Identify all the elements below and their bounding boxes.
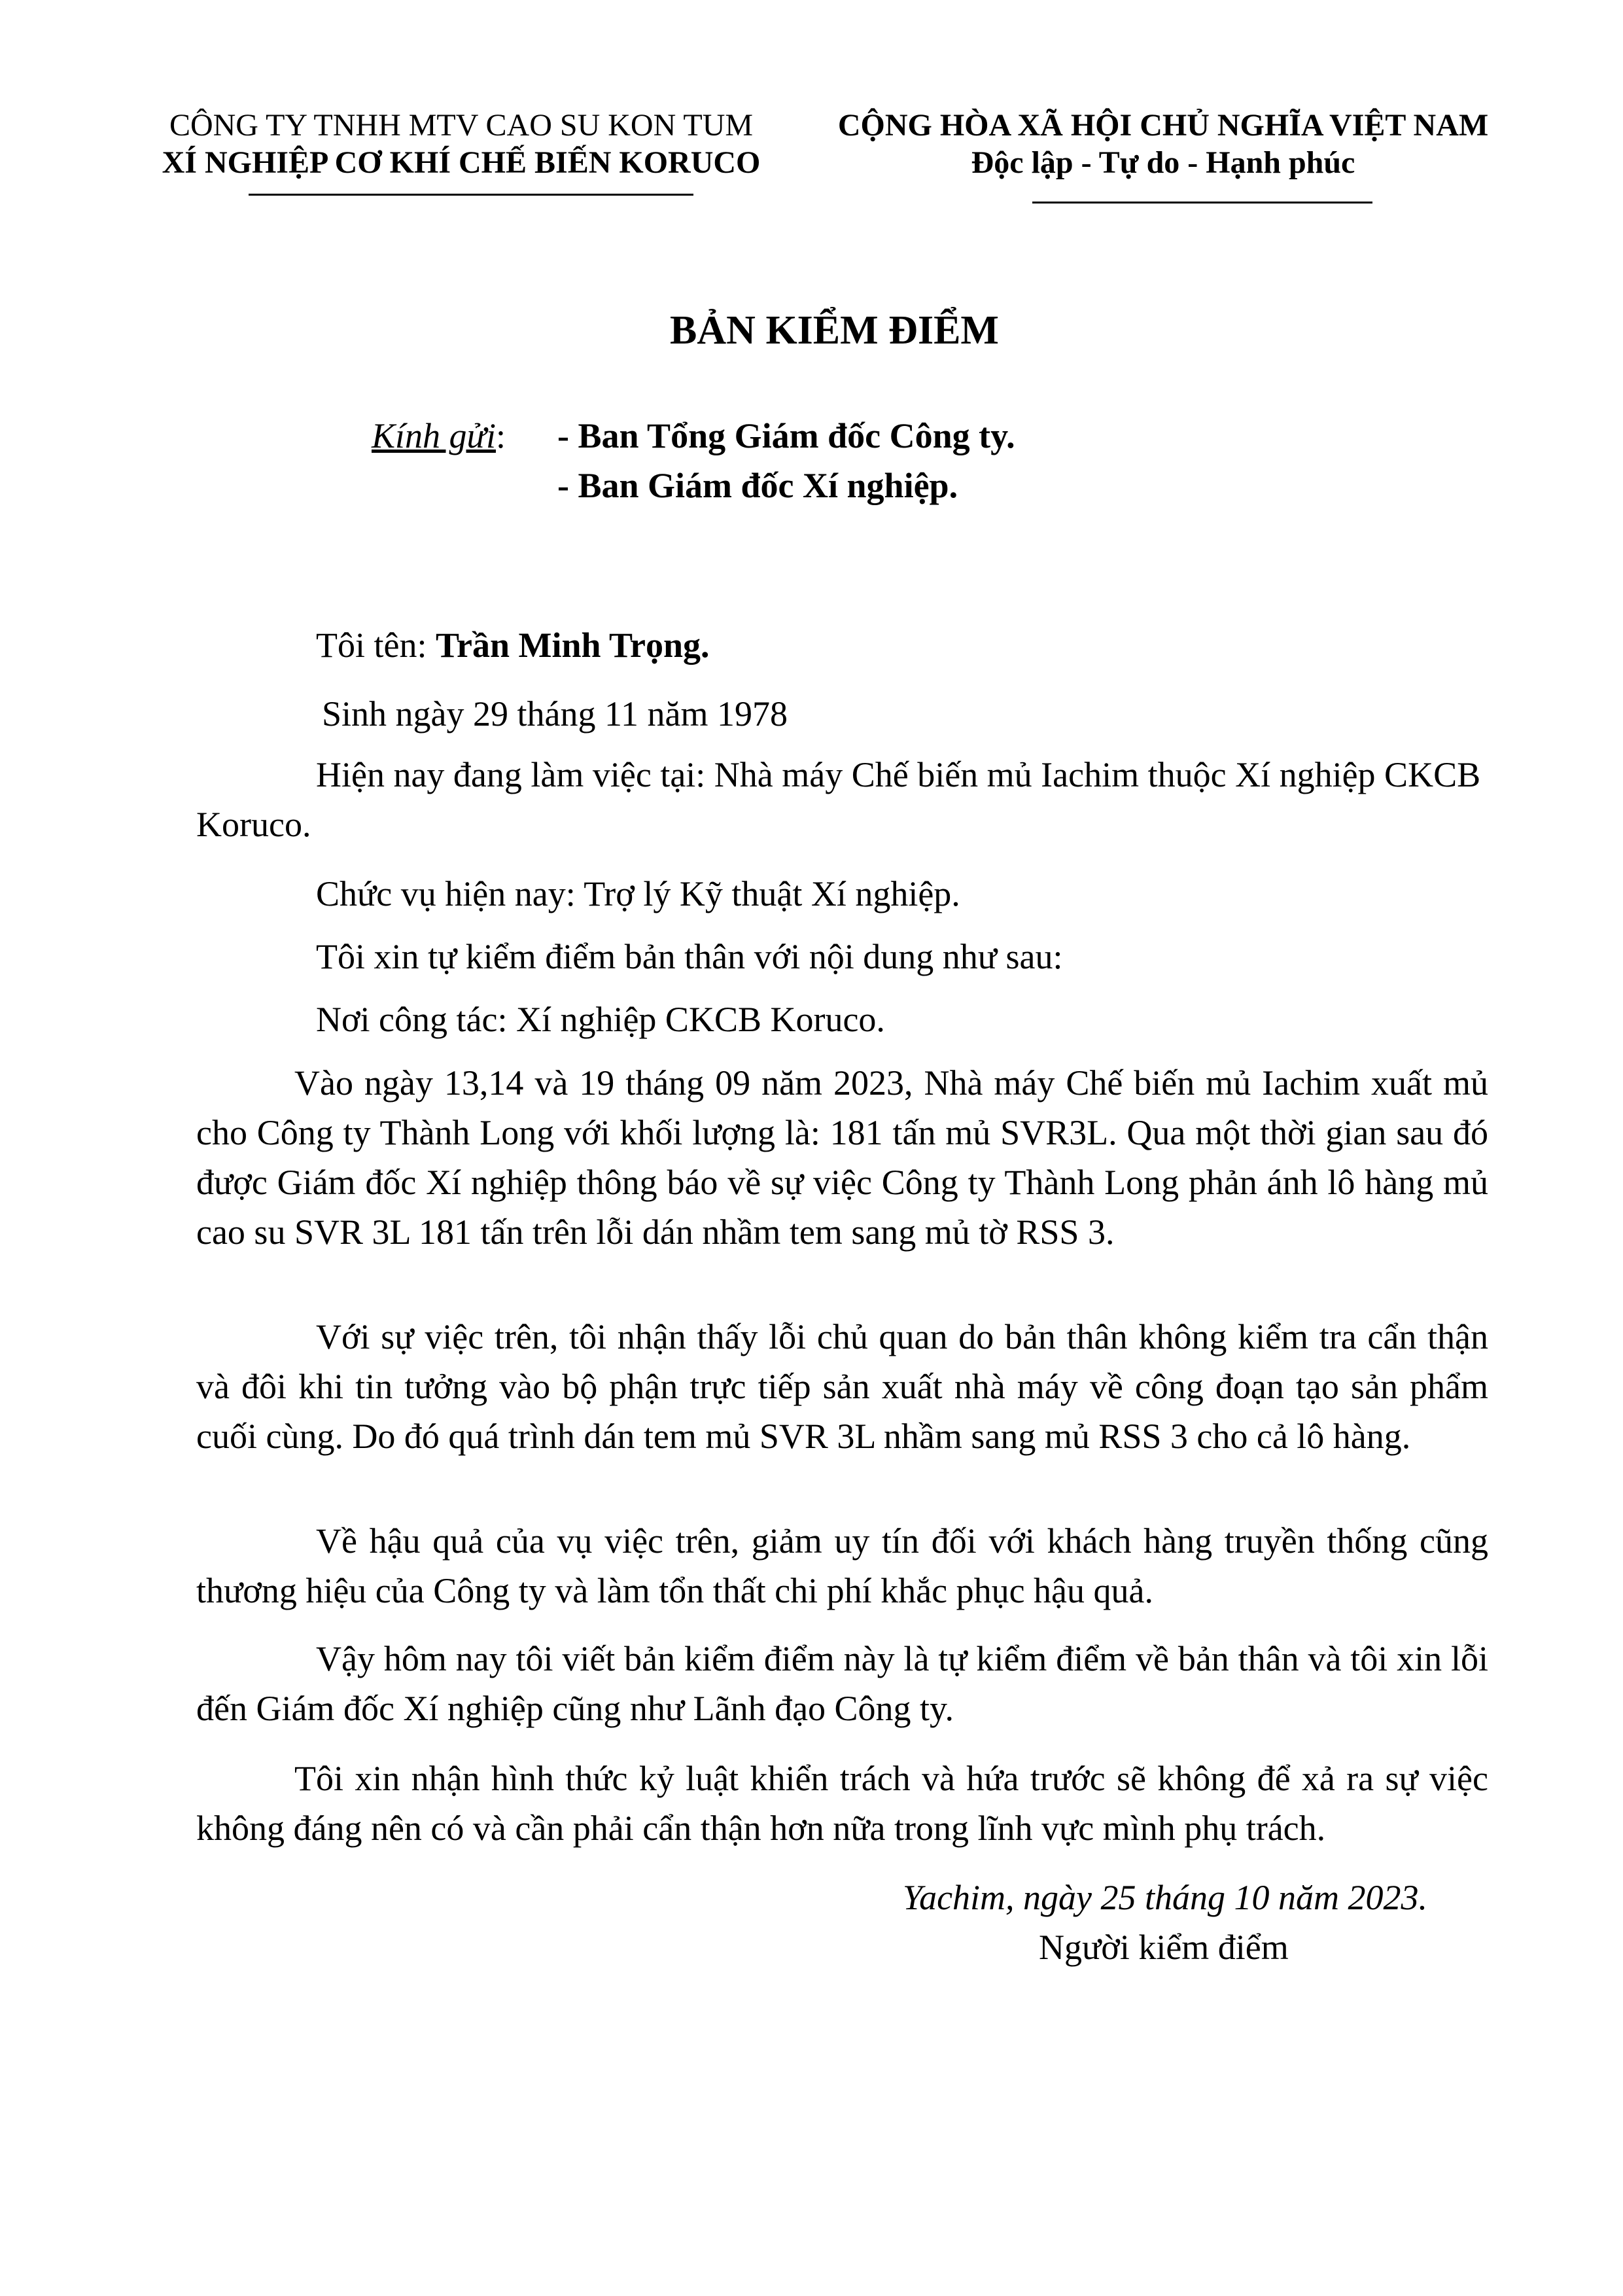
workplace: Hiện nay đang làm việc tại: Nhà máy Chế biến mủ Iachim thuộc Xí nghiệp CKCB Koruco. (196, 755, 1481, 844)
recipient-item: - Ban Giám đốc Xí nghiệp. (557, 466, 958, 505)
self-review-intro: Tôi xin tự kiểm điểm bản thân với nội dung như sau: (316, 937, 1063, 976)
document-title: BẢN KIỂM ĐIỂM (670, 308, 999, 353)
paragraph-commitment: Tôi xin nhận hình thức kỷ luật khiển trách và hứa trước sẽ không để xả ra sự việc không đáng nên có và cần phải cẩn thận hơn nữa trong lĩnh vực mình phụ trách. (196, 1759, 1488, 1848)
national-title: CỘNG HÒA XÃ HỘI CHỦ NGHĨA VIỆT NAM (837, 108, 1489, 143)
name-value: Trần Minh Trọng. (435, 626, 710, 665)
paragraph-incident: Vào ngày 13,14 và 19 tháng 09 năm 2023, Nhà máy Chế biến mủ Iachim xuất mủ cho Công ty Thành Long với khối lượng là: 181 tấn mủ SVR3L. Qua một thời gian sau đó được Giám đốc Xí nghiệp thông báo về sự việc Công ty Thành Long phản ánh lô hàng mủ cao su SVR 3L 181 tấn trên lỗi dán nhầm tem sang mủ tờ RSS 3. (196, 1063, 1488, 1252)
position: Chức vụ hiện nay: Trợ lý Kỹ thuật Xí nghiệp. (316, 874, 960, 913)
recipient-item: - Ban Tổng Giám đốc Công ty. (557, 416, 1015, 455)
enterprise-name: XÍ NGHIỆP CƠ KHÍ CHẾ BIẾN KORUCO (162, 145, 761, 180)
national-motto: Độc lập - Tự do - Hạnh phúc (971, 145, 1355, 180)
work-unit: Nơi công tác: Xí nghiệp CKCB Koruco. (316, 1000, 885, 1039)
name-label: Tôi tên: (316, 626, 436, 665)
left-header-rule (249, 194, 693, 196)
recipients-label: Kính gửi (372, 416, 496, 455)
paragraph-fault: Với sự việc trên, tôi nhận thấy lỗi chủ quan do bản thân không kiểm tra cẩn thận và đôi khi tin tưởng vào bộ phận trực tiếp sản xuất nhà máy về công đoạn tạo sản phẩm cuối cùng. Do đó quá trình dán tem mủ SVR 3L nhầm sang mủ RSS 3 cho cả lô hàng. (196, 1317, 1488, 1456)
name-line (316, 620, 710, 670)
recipients-colon: : (495, 416, 506, 455)
recipients-label-block (372, 411, 506, 461)
signer-role: Người kiểm điểm (1039, 1928, 1289, 1967)
paragraph-consequence: Về hậu quả của vụ việc trên, giảm uy tín đối với khách hàng truyền thống cũng thương hiệu của Công ty và làm tổn thất chi phí khắc phục hậu quả. (196, 1521, 1488, 1610)
right-header-rule (1032, 202, 1372, 203)
date-of-birth: Sinh ngày 29 tháng 11 năm 1978 (322, 694, 788, 733)
company-name: CÔNG TY TNHH MTV CAO SU KON TUM (169, 108, 754, 143)
paragraph-apology: Vậy hôm nay tôi viết bản kiểm điểm này là tự kiểm điểm về bản thân và tôi xin lỗi đến Giám đốc Xí nghiệp cũng như Lãnh đạo Công ty. (196, 1639, 1488, 1728)
place-and-date: Yachim, ngày 25 tháng 10 năm 2023. (903, 1878, 1428, 1917)
